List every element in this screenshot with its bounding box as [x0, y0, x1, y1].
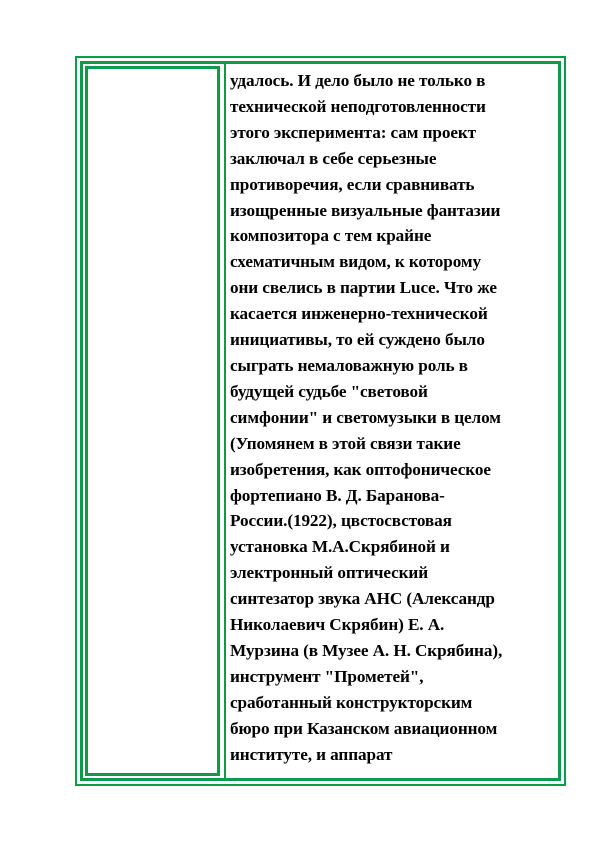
text-line: технической неподготовленности	[230, 96, 486, 116]
text-line: они свелись в партии Luce. Что же	[230, 278, 497, 298]
text-line: симфонии" и светомузыки в целом	[230, 407, 501, 427]
text-line: России.(1922), цвстосвстовая	[230, 511, 452, 531]
text-line: инструмент "Прометей",	[230, 666, 424, 686]
text-line: установка М.А.Скрябиной и	[230, 537, 450, 557]
text-line: композитора с тем крайне	[230, 226, 432, 246]
left-margin-cell	[85, 66, 220, 776]
text-line: сыграть немаловажную роль в	[230, 355, 468, 375]
text-line: противоречия, если сравнивать	[230, 174, 475, 194]
text-line: схематичным видом, к которому	[230, 252, 482, 272]
text-line: изощренные визуальные фантазии	[230, 200, 501, 220]
text-line: Николаевич Скрябин) Е. А.	[230, 615, 445, 635]
text-line: бюро при Казанском авиационном	[230, 718, 498, 738]
text-line: синтезатор звука АНС (Александр	[230, 589, 495, 609]
text-line: электронный оптический	[230, 563, 429, 583]
column-divider	[224, 61, 226, 781]
text-line: фортепиано В. Д. Баранова-	[230, 485, 445, 505]
text-line: заключал в себе серьезные	[230, 148, 437, 168]
text-line: будущей судьбе "световой	[230, 381, 428, 401]
text-line: этого эксперимента: сам проект	[230, 122, 477, 142]
text-line: сработанный конструкторским	[230, 692, 473, 712]
text-line: изобретения, как оптофоническое	[230, 459, 491, 479]
text-line: касается инженерно-технической	[230, 304, 488, 324]
text-line: удалось. И дело было не только в	[230, 71, 486, 90]
text-line: институте, и аппарат	[230, 744, 393, 764]
text-column	[230, 68, 556, 776]
text-line: Мурзина (в Музее А. Н. Скрябина),	[230, 640, 503, 660]
text-line: инициативы, то ей суждено было	[230, 330, 485, 350]
text-line: (Упомянем в этой связи такие	[230, 433, 461, 453]
